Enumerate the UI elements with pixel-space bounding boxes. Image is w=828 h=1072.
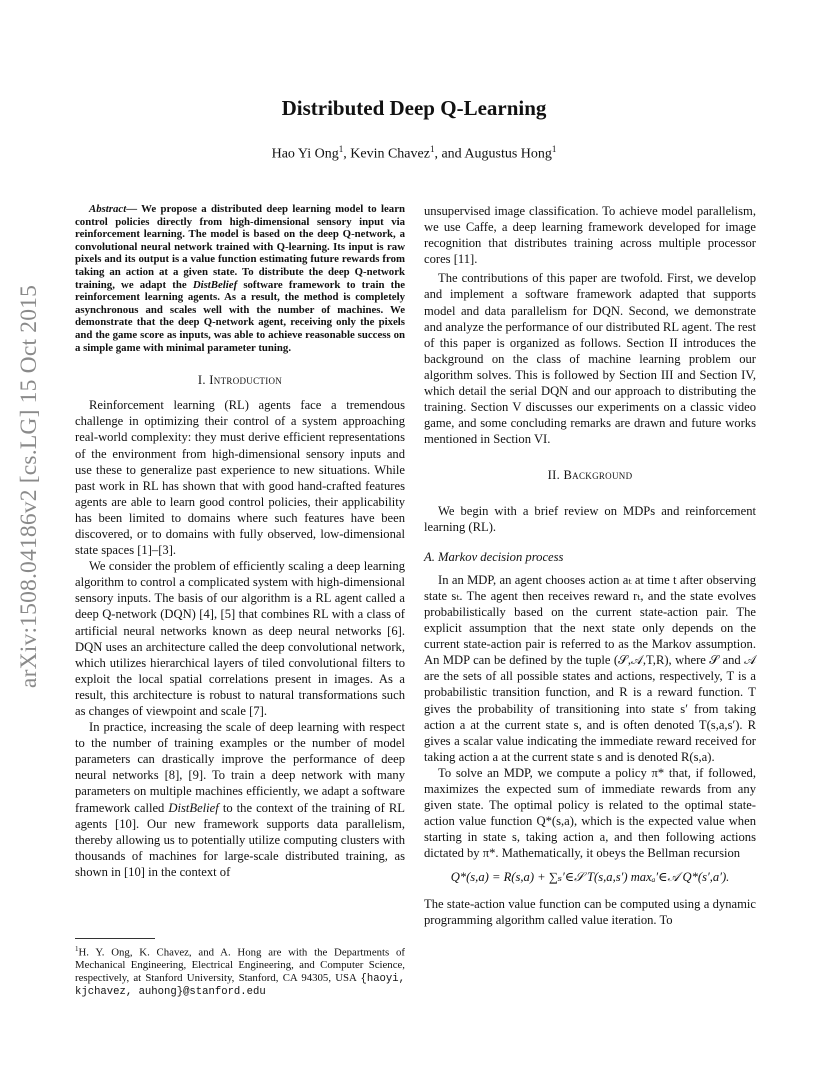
abstract-text-rest: software framework to train the reinforcement learning agents. As a result, the method is completely asynchronous and scales well with the number of machines. We demonstrate that the deep Q-network agent, receiving only the pixels and the game score as inputs, was able to achieve reasonable success on a simple game with minimal parameter tuning. [75, 278, 405, 354]
author-3: and Augustus Hong [441, 146, 552, 162]
mdp-paragraph-1: In an MDP, an agent chooses action aₜ at time t after observing state sₜ. The agent then receives reward rₜ, and the state evolves probabilistically based on the current state-action pair. The explicit assumption that the next state only depends on the current state-action pair is referred to as the Markov assumption. An MDP can be defined by the tuple (𝒮,𝒜,T,R), where 𝒮 and 𝒜 are the sets of all possible states and actions, respectively, T is a probabilistic transition function, and R is a reward function. T gives the probability of transitioning into state s′ from taking action a at the current state s, and is often denoted T(s,a,s′). R gives a scalar value indicating the immediate reward received for taking action a at the current state s and is denoted R(s,a). [424, 572, 756, 764]
right-paragraph-0: unsupervised image classification. To achieve model parallelism, we use Caffe, a deep learning framework developed for image recognition that distributes training across multiple processor cores [11]. [424, 204, 756, 267]
abstract-label: Abstract [89, 203, 127, 215]
paper-title: Distributed Deep Q-Learning [281, 96, 547, 120]
author-2: Kevin Chavez [350, 146, 430, 162]
contributions-paragraph: The contributions of this paper are twofold. First, we develop and implement a software framework adapted that supports model and data parallelism for DQN. Second, we demonstrate and analyze the performance of our distributed RL agent. The rest of this paper is organized as follows. Section II introduces the background on the class of machine learning problem our algorithm solves. This is followed by Section III and Section IV, which detail the serial DQN and our approach to distributing the training. Section V discusses our experiments on a classic video game, and some concluding remarks are drawn and future works mentioned in Section VI. [424, 271, 756, 447]
affiliation-mark: 1 [551, 144, 557, 154]
separator: , [343, 146, 351, 162]
section-heading-background: II. Background [547, 468, 633, 483]
right-column [424, 203, 756, 928]
left-column [75, 203, 405, 880]
mdp-paragraph-3: The state-action value function can be computed using a dynamic programming algorithm called value iteration. To [424, 896, 756, 927]
intro-paragraph-3 [75, 719, 405, 880]
subsection-heading-mdp: A. Markov decision process [424, 549, 564, 564]
footnote-text: H. Y. Ong, K. Chavez, and A. Hong are with the Departments of Mechanical Engineering, Electrical Engineering, and Computer Science, respectively, at Stanford University, Stanford, CA 94305, USA [75, 946, 405, 984]
distbelief-term: DistBelief [168, 800, 219, 815]
separator: , [434, 146, 442, 162]
footnote-emails: {haoyi, kjchavez, auhong}@stanford.edu [75, 972, 405, 999]
footnote-rule [75, 938, 155, 939]
affiliation-mark: 1 [429, 144, 435, 154]
affiliation-mark: 1 [338, 144, 344, 154]
intro-paragraph-2: We consider the problem of efficiently scaling a deep learning algorithm to control a complicated system with high-dimensional sensory inputs. The basis of our algorithm is a RL agent called a deep Q-network (DQN) [4], [5] that combines RL with a class of artificial neural networks known as deep neural networks [6]. DQN uses an architecture called the deep convolutional network, which utilizes hierarchical layers of tiled convolutional filters to exploit the local spatial correlations present in images. As a result, this architecture is robust to natural transformations such as changes of viewpoint and scale [7]. [75, 559, 405, 718]
arxiv-identifier: arXiv:1508.04186v2 [cs.LG] 15 Oct 2015 [16, 284, 43, 688]
background-paragraph: We begin with a brief review on MDPs and reinforcement learning (RL). [424, 503, 756, 534]
intro-p3-text: In practice, increasing the scale of deep learning with respect to the number of training examples or the number of model parameters can drastically improve the performance of deep neural networks [8], [9]. To train a deep network with many parameters on multiple machines efficiently, we adapt a software framework called [75, 720, 405, 815]
bellman-equation: Q*(s,a) = R(s,a) + ∑ₛ′∈𝒮 T(s,a,s′) maxₐ′∈𝒜 Q*(s′,a′). [450, 870, 730, 885]
footnote-mark: 1 [75, 945, 79, 953]
intro-paragraph-1: Reinforcement learning (RL) agents face a tremendous challenge in optimizing their control of a system approaching real-world complexity: they must derive efficient representations of the environment from high-dimensional sensory inputs and use these to generalize past experience to new situations. While past work in RL has shown that with good hand-crafted features agents are able to learn good control policies, their applicability has been limited to domains where such features have been discovered, or to domains with fully observed, low-dimensional state spaces [1]–[3]. [75, 398, 405, 558]
spacer [424, 447, 756, 467]
arxiv-side-stamp [0, 284, 60, 688]
mdp-paragraph-2: To solve an MDP, we compute a policy π* that, if followed, maximizes the expected sum of immediate rewards from any given state. The optimal policy is related to the optimal state-action value function Q*(s,a), which is the expected value when starting in state s, taking action a, and then following actions dictated by π*. Mathematically, it obeys the Bellman recursion [424, 765, 756, 861]
section-heading-introduction: I. Introduction [197, 373, 283, 388]
author-list [0, 144, 828, 163]
spacer [424, 493, 756, 503]
abstract-text: — We propose a distributed deep learning model to learn control policies directly from high-dimensional sensory input via reinforcement learning. The model is based on the deep Q-network, a convolutional neural network trained with Q-learning. Its input is raw pixels and its output is a value function estimating future rewards from taking an action at a given state. To distribute the deep Q-network training, we adapt the [75, 203, 405, 291]
abstract [75, 203, 405, 354]
intro-p3-text-rest: to the context of the training of RL agents [10]. Our new framework supports data parallelism, thereby allowing us to potentially utilize computing clusters with thousands of machines for large-scale distributed training, as shown in [10] in the context of [75, 800, 405, 879]
distbelief-term: DistBelief [192, 278, 238, 291]
footnote [75, 938, 405, 999]
author-1: Hao Yi Ong [271, 146, 339, 162]
